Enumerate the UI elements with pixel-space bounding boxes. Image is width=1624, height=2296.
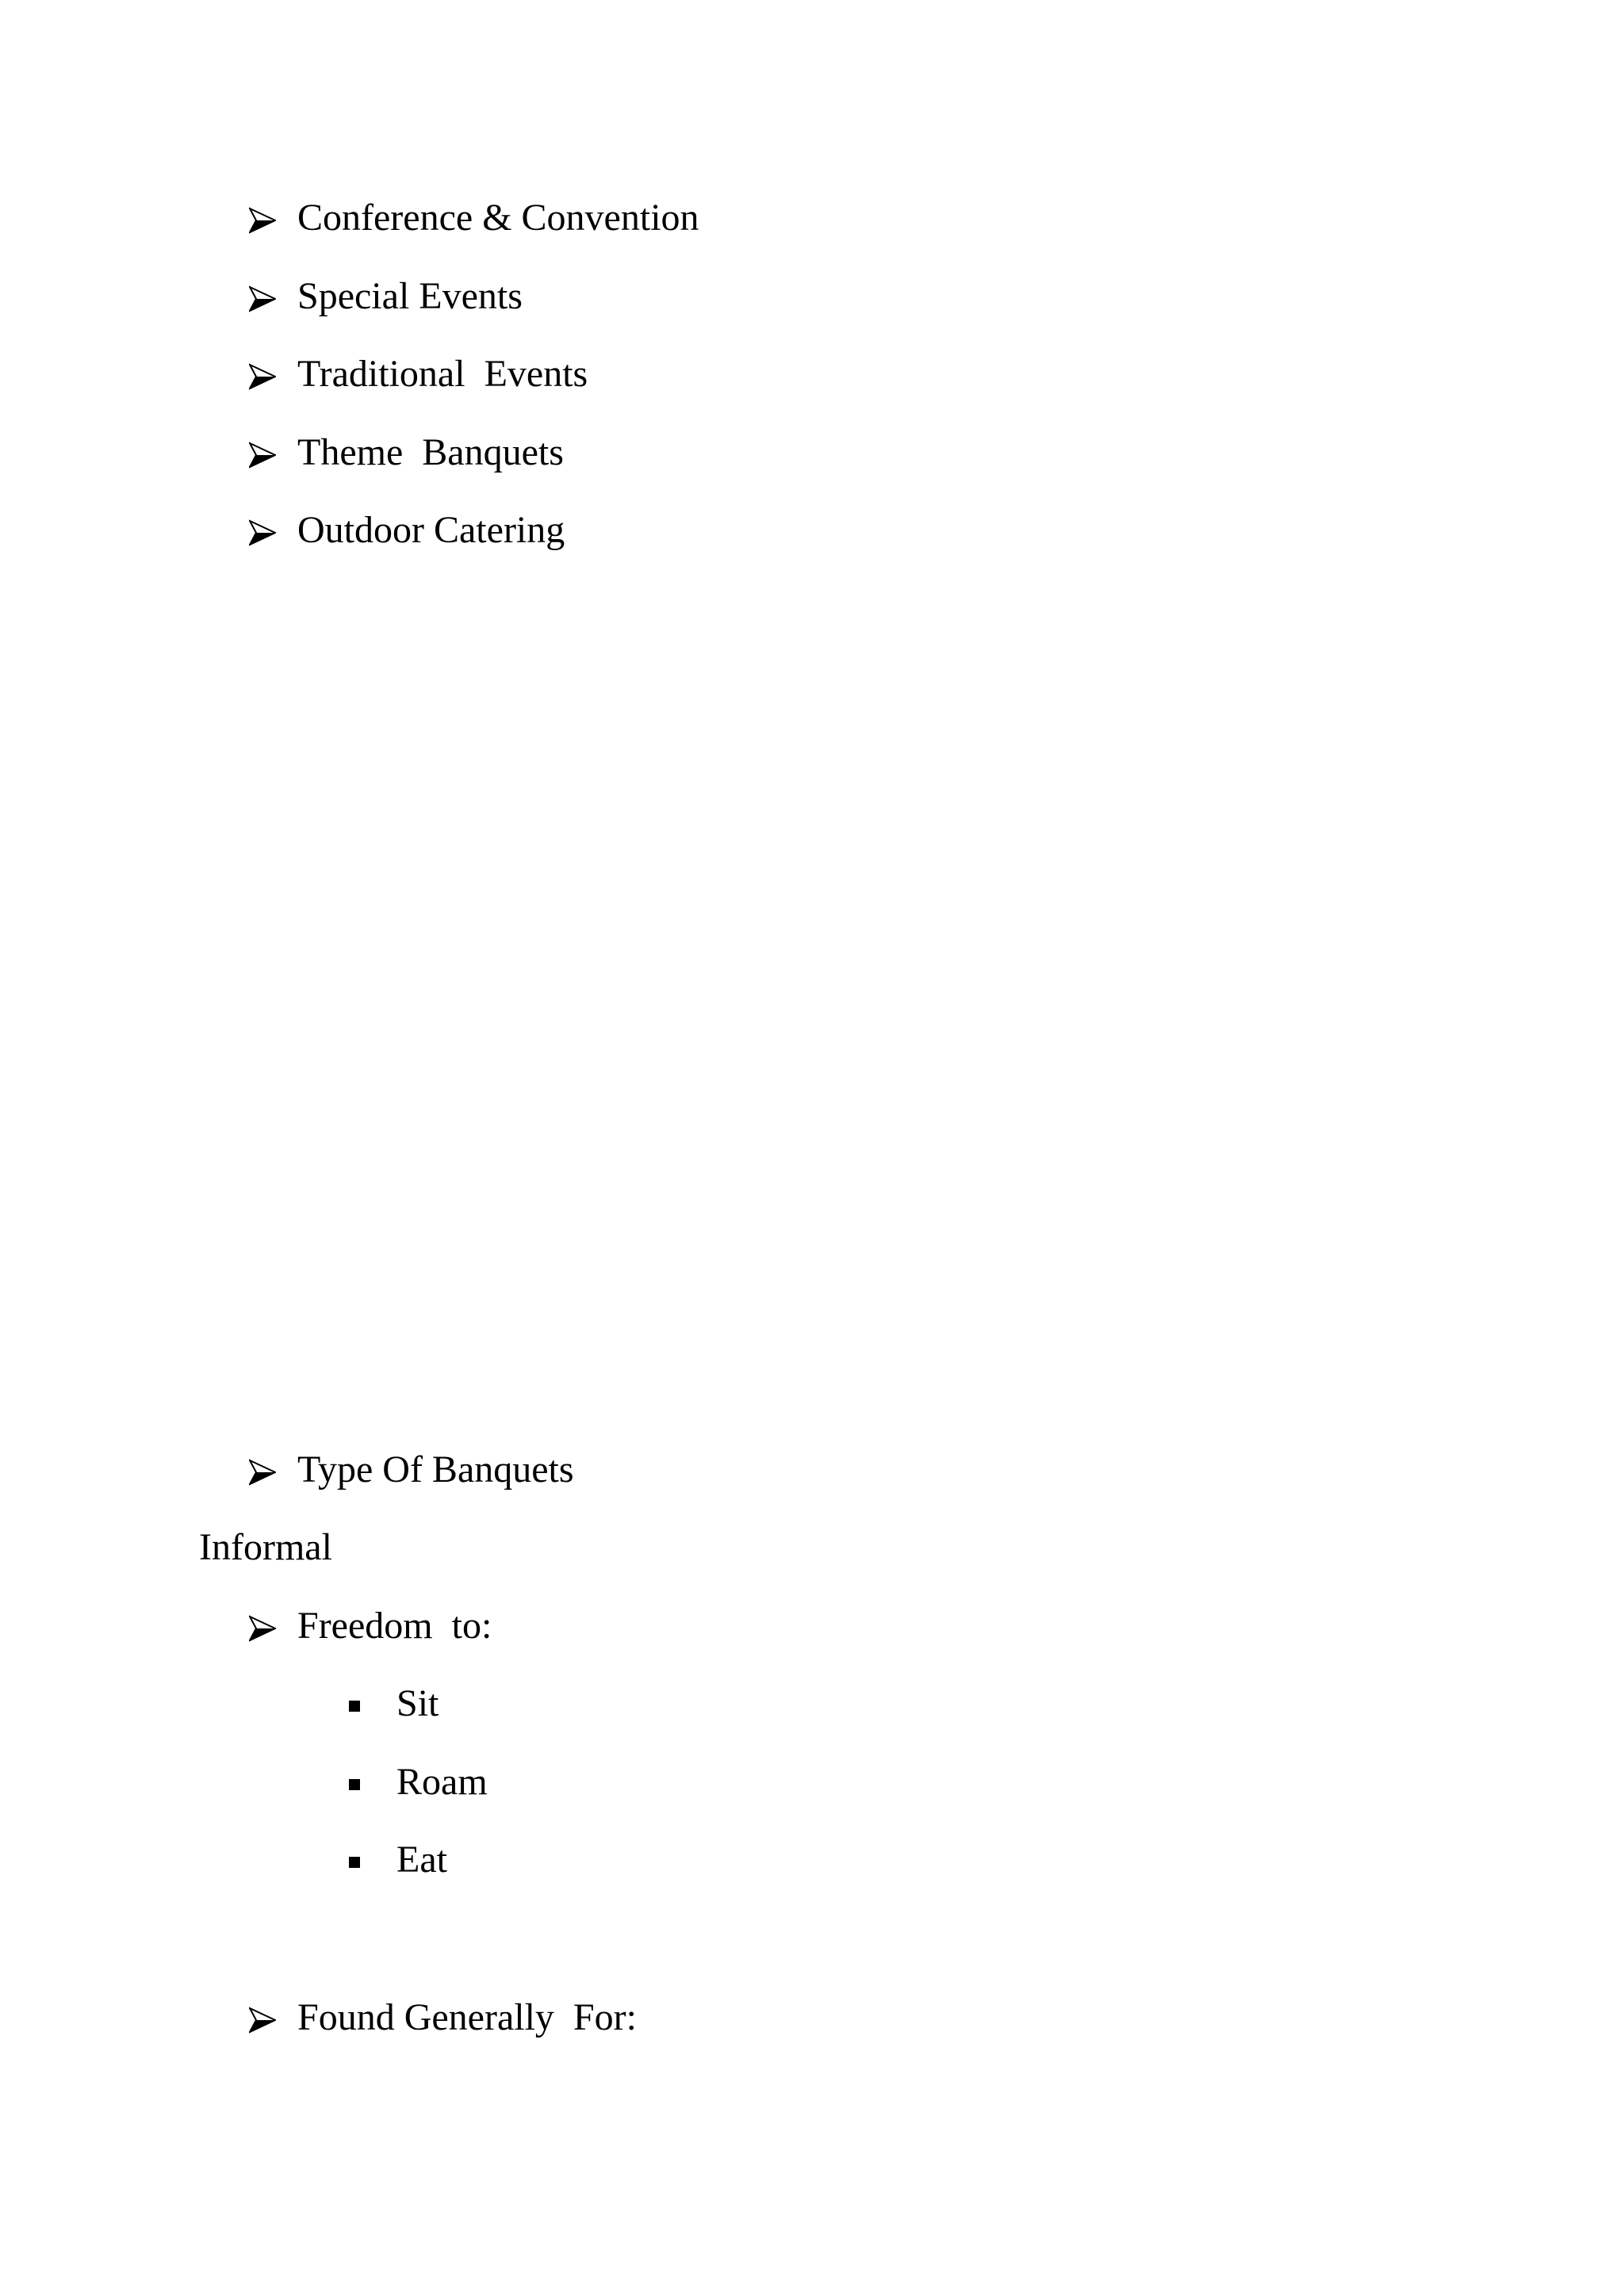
informal-heading: Informal <box>199 1526 332 1568</box>
sub-list-item: Sit <box>396 1682 439 1724</box>
arrowhead-bullet-icon <box>249 285 276 312</box>
arrowhead-bullet-icon <box>249 1459 276 1486</box>
arrowhead-bullet-icon <box>249 363 276 390</box>
list-item: Special Events <box>297 275 523 317</box>
arrowhead-bullet-icon <box>249 2007 276 2034</box>
arrowhead-bullet-icon <box>249 519 276 546</box>
list-item: Outdoor Catering <box>297 509 565 551</box>
arrowhead-bullet-icon <box>249 207 276 234</box>
freedom-to-item: Freedom to: <box>297 1605 492 1647</box>
arrowhead-bullet-icon <box>249 442 276 469</box>
list-item: Conference & Convention <box>297 197 699 239</box>
sub-list-item: Roam <box>396 1761 488 1803</box>
type-of-banquets-item: Type Of Banquets <box>297 1448 574 1490</box>
list-item: Theme Banquets <box>297 431 564 473</box>
square-bullet-icon <box>349 1857 360 1868</box>
arrowhead-bullet-icon <box>249 1615 276 1642</box>
square-bullet-icon <box>349 1779 360 1790</box>
sub-list-item: Eat <box>396 1839 447 1881</box>
found-generally-for-item: Found Generally For: <box>297 1996 637 2038</box>
square-bullet-icon <box>349 1701 360 1712</box>
list-item: Traditional Events <box>297 353 588 395</box>
